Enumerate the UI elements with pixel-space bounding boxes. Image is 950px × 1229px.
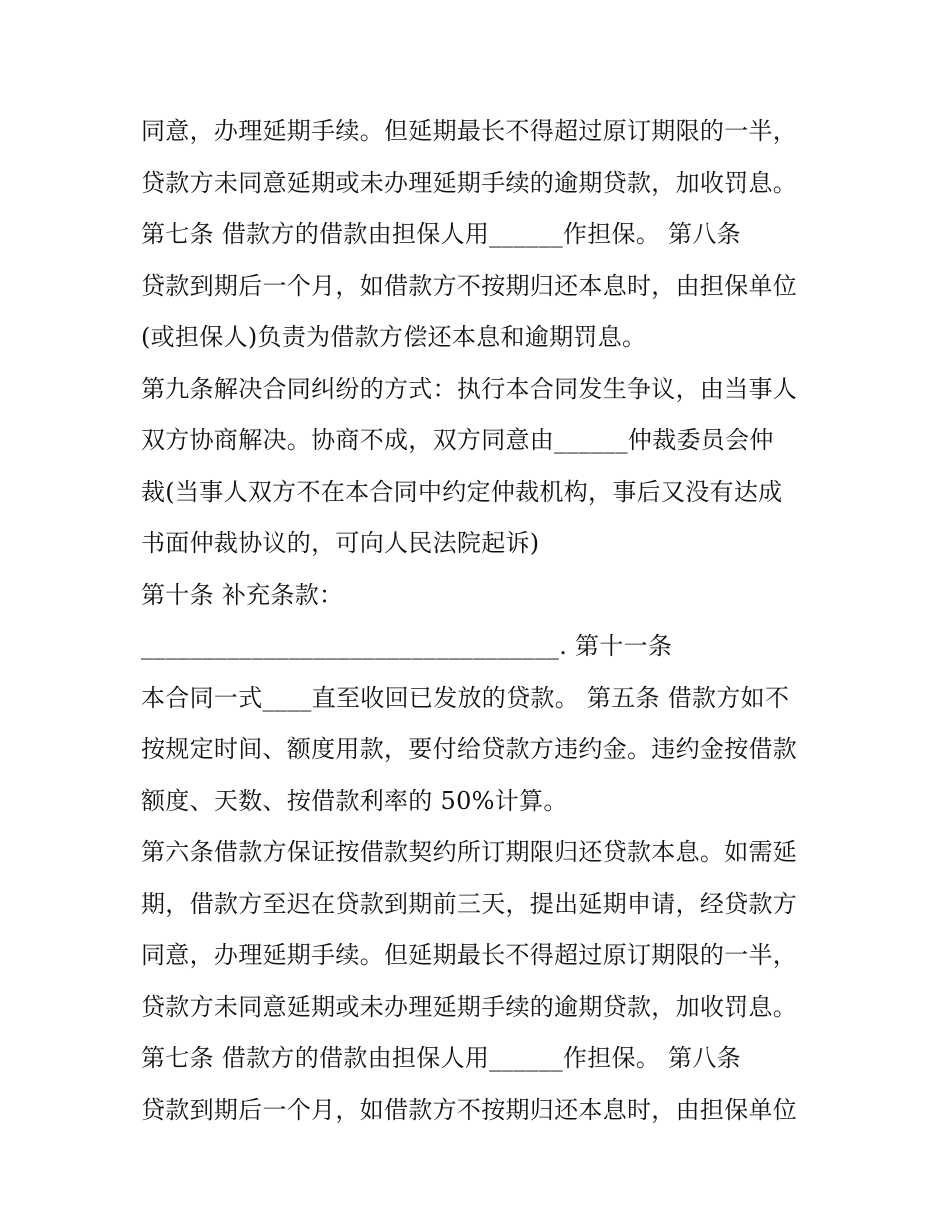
text-line: 裁(当事人双方不在本合同中约定仲裁机构，事后又没有达成: [141, 477, 783, 506]
text-line: 额度、天数、按借款利率的 50%计算。: [141, 786, 568, 815]
text-line: 第九条解决合同纠纷的方式：执行本合同发生争议，由当事人: [141, 374, 798, 403]
text-line: (或担保人)负责为借款方偿还本息和逾期罚息。: [141, 323, 647, 351]
text-line: 贷款到期后一个月，如借款方不按期归还本息时，由担保单位: [141, 1095, 798, 1124]
text-line: 书面仲裁协议的，可向人民法院起诉): [141, 529, 540, 557]
text-line: 同意，办理延期手续。但延期最长不得超过原订期限的一半，: [141, 117, 798, 145]
text-line: 同意，办理延期手续。但延期最长不得超过原订期限的一半，: [141, 941, 798, 969]
text-line: 第七条 借款方的借款由担保人用______作担保。 第八条: [141, 1044, 741, 1072]
text-line: 第七条 借款方的借款由担保人用______作担保。 第八条: [141, 220, 741, 248]
text-line: 第十条 补充条款：: [141, 580, 344, 609]
text-line: 期，借款方至迟在贷款到期前三天，提出延期申请，经贷款方: [141, 889, 798, 918]
text-line: 贷款方未同意延期或未办理延期手续的逾期贷款，加收罚息。: [141, 992, 798, 1021]
text-line: 贷款到期后一个月，如借款方不按期归还本息时，由担保单位: [141, 271, 798, 300]
text-line: 贷款方未同意延期或未办理延期手续的逾期贷款，加收罚息。: [141, 168, 798, 197]
text-line: 双方协商解决。协商不成，双方同意由______仲裁委员会仲: [141, 426, 774, 454]
contract-text: [141, 106, 831, 1136]
text-line: 按规定时间、额度用款，要付给贷款方违约金。违约金按借款: [141, 735, 798, 763]
text-line: 第六条借款方保证按借款契约所订期限归还贷款本息。如需延: [141, 838, 798, 866]
text-line: 本合同一式____直至收回已发放的贷款。 第五条 借款方如不: [141, 683, 790, 712]
text-line: __________________________________. 第十一条: [141, 632, 673, 660]
